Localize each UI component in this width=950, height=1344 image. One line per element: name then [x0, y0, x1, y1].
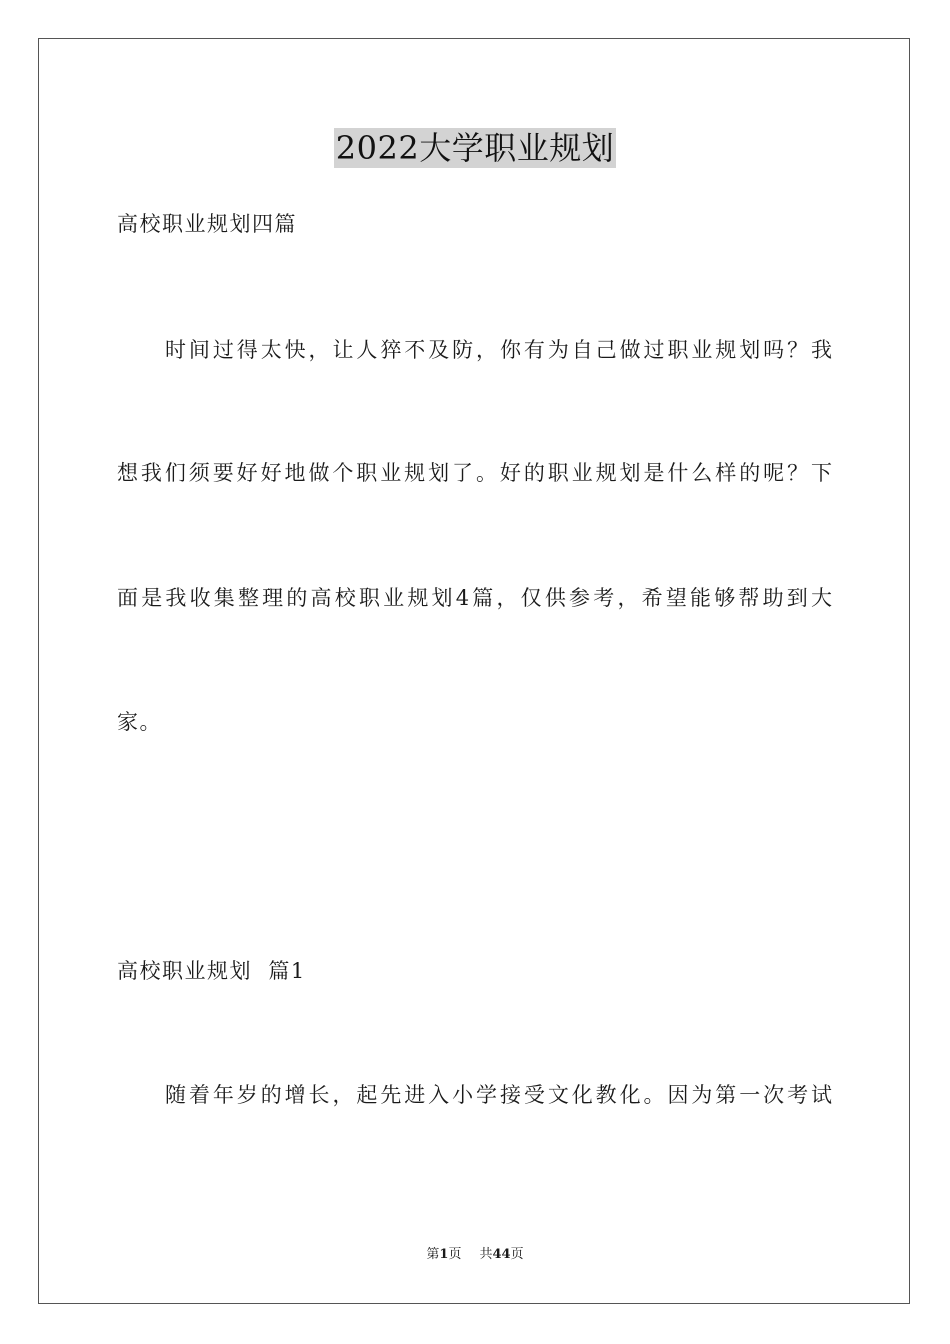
document-subtitle: 高校职业规划四篇	[117, 212, 297, 236]
title-container	[0, 128, 950, 168]
section-paragraph-line-1: 随着年岁的增长，起先进入小学接受文化教化。因为第一次考试	[165, 1083, 832, 1107]
intro-paragraph-line-4: 家。	[117, 710, 162, 734]
section-heading: 高校职业规划 篇1	[117, 959, 306, 983]
page-total-count: 44	[492, 1247, 511, 1262]
intro-paragraph-line-2: 想我们须要好好地做个职业规划了。好的职业规划是什么样的呢？下	[117, 461, 832, 485]
page-number-suffix: 页	[448, 1247, 462, 1262]
intro-paragraph-line-3: 面是我收集整理的高校职业规划4篇，仅供参考，希望能够帮助到大	[117, 586, 832, 610]
page-total-prefix: 共	[479, 1247, 493, 1262]
document-title: 2022大学职业规划	[335, 129, 615, 167]
page-number-prefix: 第	[426, 1247, 440, 1262]
page-total-suffix: 页	[510, 1247, 524, 1262]
intro-paragraph-line-1: 时间过得太快，让人猝不及防，你有为自己做过职业规划吗？我	[165, 338, 832, 362]
page-footer	[0, 1246, 950, 1264]
page-number-current: 1	[439, 1247, 449, 1262]
